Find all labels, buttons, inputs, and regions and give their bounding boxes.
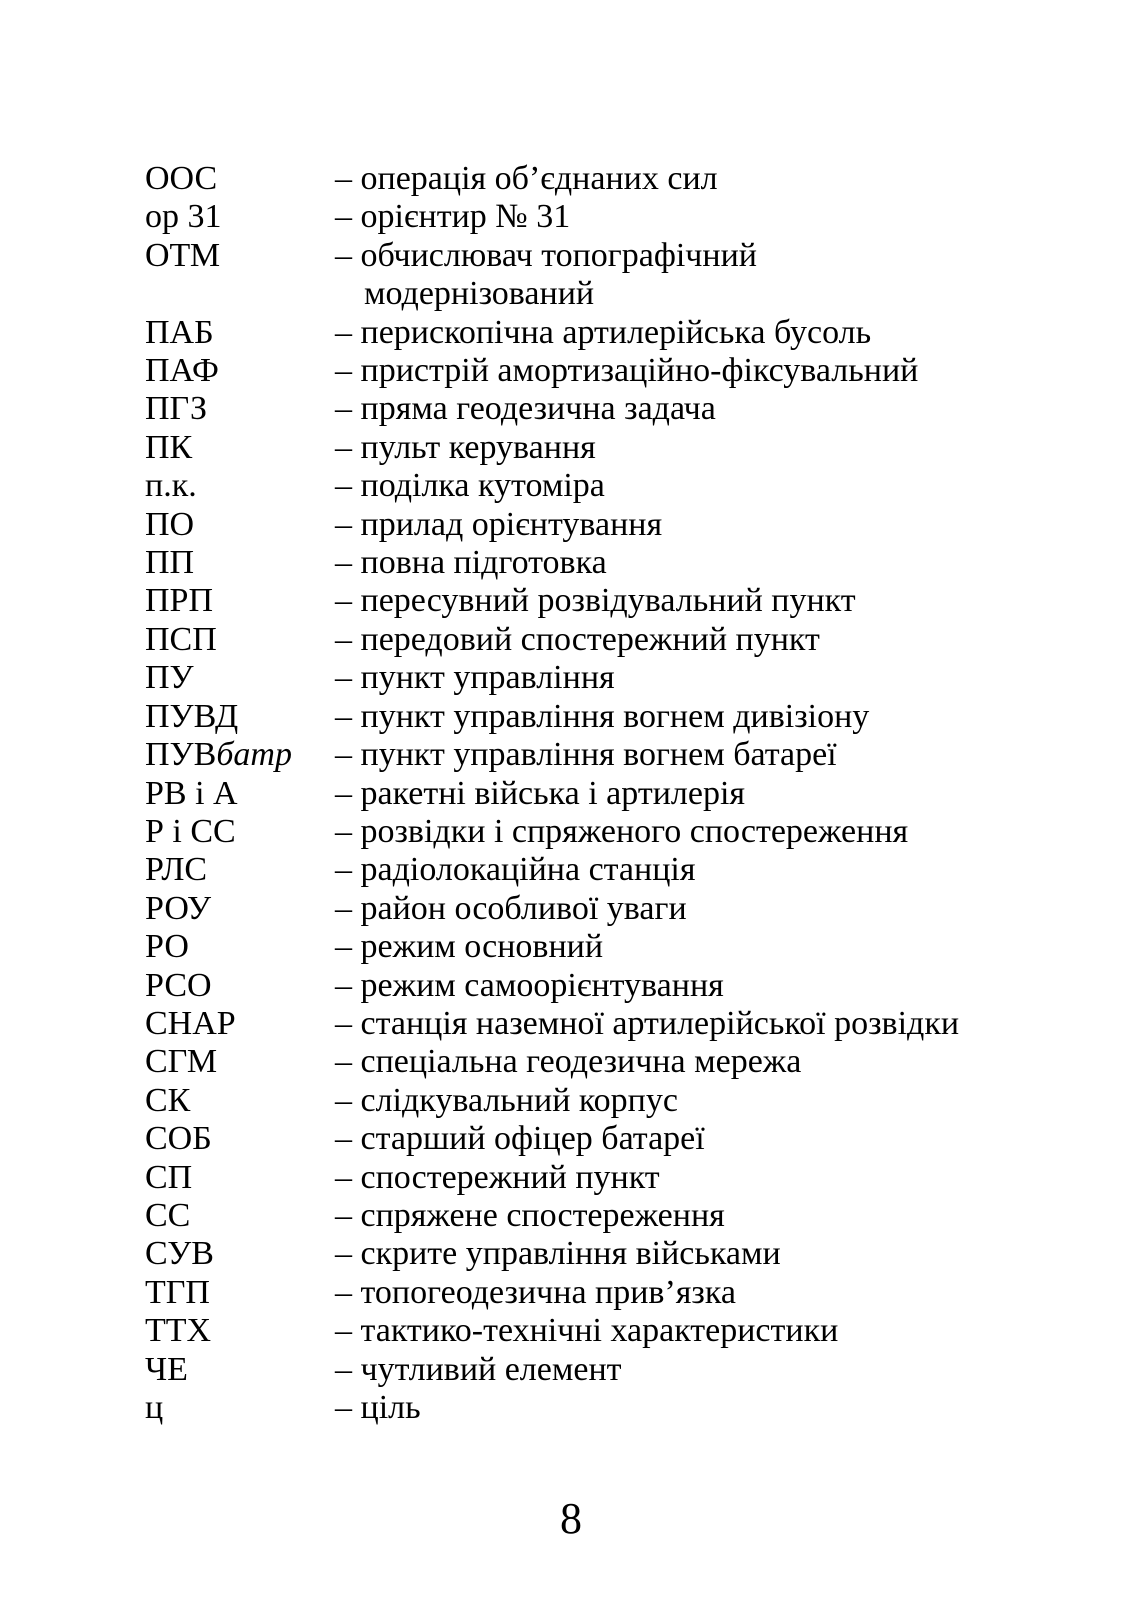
abbreviation-term-text: СУВ bbox=[145, 1235, 214, 1273]
list-item bbox=[145, 698, 1082, 736]
definition-line: – ціль bbox=[335, 1389, 421, 1426]
list-item bbox=[145, 1351, 1082, 1389]
list-item bbox=[145, 1159, 1082, 1197]
abbreviation-term-text: ПСП bbox=[145, 620, 217, 658]
abbreviation-term-text: СК bbox=[145, 1081, 191, 1119]
definition-line: – пристрій амортизаційно-фіксувальний bbox=[335, 352, 919, 390]
abbreviation-term-text: РВ і А bbox=[145, 774, 238, 812]
abbreviation-term-text: ОТМ bbox=[145, 236, 221, 274]
list-item bbox=[145, 851, 1082, 889]
definition-line: – станція наземної артилерійської розвідки bbox=[335, 1004, 960, 1042]
definition-line: – повна підготовка bbox=[335, 544, 607, 582]
definition-line-continuation: модернізований bbox=[364, 275, 595, 313]
definition-line: – прилад орієнтування bbox=[335, 505, 663, 543]
abbreviation-term bbox=[145, 1005, 335, 1043]
abbreviation-term bbox=[145, 736, 335, 774]
definition-line: – перископічна артилерійська бусоль bbox=[335, 313, 872, 351]
abbreviation-definition bbox=[335, 467, 1082, 505]
abbreviation-definition bbox=[335, 1043, 1082, 1081]
abbreviation-term bbox=[145, 390, 335, 428]
definition-line: – режим самоорієнтування bbox=[335, 966, 724, 1004]
abbreviation-definition bbox=[335, 160, 1082, 198]
definition-line: – топогеодезична прив’язка bbox=[335, 1273, 736, 1311]
definition-line: – поділка кутоміра bbox=[335, 467, 605, 505]
list-item bbox=[145, 390, 1082, 428]
definition-line: – чутливий елемент bbox=[335, 1350, 622, 1388]
abbreviation-term-text: ПУВ bbox=[145, 736, 217, 774]
abbreviation-term bbox=[145, 198, 335, 236]
definition-line: – режим основний bbox=[335, 928, 604, 966]
abbreviation-term-text: ПРП bbox=[145, 582, 214, 620]
abbreviation-term bbox=[145, 1120, 335, 1158]
abbreviation-term bbox=[145, 1159, 335, 1197]
list-item bbox=[145, 352, 1082, 390]
abbreviation-term-text: СГМ bbox=[145, 1043, 218, 1081]
abbreviation-definition bbox=[335, 967, 1082, 1005]
abbreviation-term-text: РСО bbox=[145, 966, 212, 1004]
list-item bbox=[145, 1197, 1082, 1235]
abbreviation-term-text: ПАБ bbox=[145, 313, 214, 351]
abbreviation-term bbox=[145, 1043, 335, 1081]
abbreviation-term-text: ПО bbox=[145, 505, 195, 543]
abbreviation-term bbox=[145, 582, 335, 620]
abbreviation-term bbox=[145, 467, 335, 505]
abbreviation-term bbox=[145, 813, 335, 851]
abbreviation-term bbox=[145, 352, 335, 390]
abbreviation-term-text: ор 31 bbox=[145, 198, 222, 236]
abbreviation-definition bbox=[335, 198, 1082, 236]
abbreviation-term-italic: батр bbox=[216, 736, 292, 774]
definition-line: – радіолокаційна станція bbox=[335, 851, 696, 889]
abbreviation-definition bbox=[335, 813, 1082, 851]
page-number: 8 bbox=[560, 1494, 582, 1543]
list-item bbox=[145, 736, 1082, 774]
abbreviation-definition bbox=[335, 1120, 1082, 1158]
list-item bbox=[145, 429, 1082, 467]
abbreviation-term bbox=[145, 1274, 335, 1312]
definition-line: – спостережний пункт bbox=[335, 1158, 660, 1196]
definition-line: – пункт управління вогнем дивізіону bbox=[335, 697, 870, 735]
list-item bbox=[145, 775, 1082, 813]
abbreviation-definition bbox=[335, 659, 1082, 697]
list-item bbox=[145, 544, 1082, 582]
definition-line: – пересувний розвідувальний пункт bbox=[335, 582, 856, 620]
definition-line: – пункт управління вогнем батареї bbox=[335, 736, 837, 774]
list-item bbox=[145, 160, 1082, 198]
abbreviation-term-text: ПГЗ bbox=[145, 390, 208, 428]
definition-line: – пункт управління bbox=[335, 659, 615, 697]
abbreviation-definition bbox=[335, 1274, 1082, 1312]
definition-line: – старший офіцер батареї bbox=[335, 1120, 705, 1158]
list-item bbox=[145, 1235, 1082, 1273]
abbreviation-term bbox=[145, 890, 335, 928]
abbreviation-definition bbox=[335, 775, 1082, 813]
abbreviation-definition bbox=[335, 890, 1082, 928]
definition-line: – орієнтир № 31 bbox=[335, 198, 571, 236]
list-item bbox=[145, 1120, 1082, 1158]
list-item bbox=[145, 621, 1082, 659]
abbreviation-definition bbox=[335, 1312, 1082, 1350]
abbreviation-definition bbox=[335, 928, 1082, 966]
abbreviation-term-text: СС bbox=[145, 1196, 191, 1234]
abbreviation-definition bbox=[335, 1351, 1082, 1389]
definition-line: – спеціальна геодезична мережа bbox=[335, 1043, 802, 1081]
abbreviation-term-text: Р і СС bbox=[145, 812, 236, 850]
definition-line: – обчислювач топографічний bbox=[335, 236, 757, 274]
list-item bbox=[145, 813, 1082, 851]
abbreviation-definition bbox=[335, 237, 1082, 314]
list-item bbox=[145, 506, 1082, 544]
abbreviation-definition bbox=[335, 1082, 1082, 1120]
abbreviation-term bbox=[145, 621, 335, 659]
abbreviation-term-text: ц bbox=[145, 1389, 164, 1426]
list-item bbox=[145, 1389, 1082, 1427]
definition-line: – пряма геодезична задача bbox=[335, 390, 716, 428]
abbreviation-term bbox=[145, 659, 335, 697]
abbreviation-definition bbox=[335, 698, 1082, 736]
abbreviation-term bbox=[145, 775, 335, 813]
definition-line: – скрите управління військами bbox=[335, 1235, 781, 1273]
abbreviation-term-text: СНАР bbox=[145, 1004, 236, 1042]
abbreviation-definition bbox=[335, 582, 1082, 620]
abbreviation-definition bbox=[335, 1389, 1082, 1427]
abbreviation-definition bbox=[335, 352, 1082, 390]
abbreviation-term-text: РЛС bbox=[145, 851, 208, 889]
list-item bbox=[145, 928, 1082, 966]
definition-line: – спряжене спостереження bbox=[335, 1196, 725, 1234]
abbreviation-term-text: ПП bbox=[145, 544, 195, 582]
abbreviation-term bbox=[145, 506, 335, 544]
abbreviation-definition bbox=[335, 544, 1082, 582]
abbreviation-term-text: ЧЕ bbox=[145, 1350, 188, 1388]
list-item bbox=[145, 659, 1082, 697]
abbreviation-list bbox=[145, 160, 1082, 1427]
list-item bbox=[145, 198, 1082, 236]
abbreviation-term-text: ПК bbox=[145, 428, 193, 466]
list-item bbox=[145, 1082, 1082, 1120]
abbreviation-term bbox=[145, 1389, 335, 1427]
abbreviation-term-text: ПАФ bbox=[145, 352, 219, 390]
abbreviation-term bbox=[145, 429, 335, 467]
abbreviation-term-text: ПУ bbox=[145, 659, 194, 697]
abbreviation-definition bbox=[335, 736, 1082, 774]
abbreviation-term bbox=[145, 314, 335, 352]
abbreviation-definition bbox=[335, 1235, 1082, 1273]
list-item bbox=[145, 890, 1082, 928]
definition-line: – розвідки і спряженого спостереження bbox=[335, 812, 909, 850]
abbreviation-term-text: ООС bbox=[145, 160, 218, 197]
abbreviation-term-text: СОБ bbox=[145, 1120, 212, 1158]
abbreviation-term-text: СП bbox=[145, 1158, 193, 1196]
list-item bbox=[145, 582, 1082, 620]
definition-line: – операція об’єднаних сил bbox=[335, 160, 718, 197]
definition-line: – ракетні війська і артилерія bbox=[335, 774, 746, 812]
abbreviation-term-text: п.к. bbox=[145, 467, 197, 505]
definition-line: – передовий спостережний пункт bbox=[335, 620, 820, 658]
list-item bbox=[145, 1005, 1082, 1043]
abbreviation-definition bbox=[335, 851, 1082, 889]
abbreviation-term-text: ТГП bbox=[145, 1273, 210, 1311]
abbreviation-definition bbox=[335, 314, 1082, 352]
abbreviation-term bbox=[145, 544, 335, 582]
list-item bbox=[145, 314, 1082, 352]
list-item bbox=[145, 1274, 1082, 1312]
abbreviation-definition bbox=[335, 1159, 1082, 1197]
abbreviation-term-text: РОУ bbox=[145, 889, 212, 927]
abbreviation-term bbox=[145, 1082, 335, 1120]
abbreviation-term-text: РО bbox=[145, 928, 189, 966]
abbreviation-term bbox=[145, 928, 335, 966]
abbreviation-term bbox=[145, 237, 335, 275]
definition-line: – тактико-технічні характеристики bbox=[335, 1312, 839, 1350]
definition-line: – слідкувальний корпус bbox=[335, 1081, 678, 1119]
abbreviation-definition bbox=[335, 1197, 1082, 1235]
abbreviation-term bbox=[145, 698, 335, 736]
list-item bbox=[145, 1043, 1082, 1081]
abbreviation-definition bbox=[335, 506, 1082, 544]
list-item bbox=[145, 1312, 1082, 1350]
list-item bbox=[145, 967, 1082, 1005]
list-item bbox=[145, 237, 1082, 314]
abbreviation-term bbox=[145, 1197, 335, 1235]
abbreviation-term bbox=[145, 1312, 335, 1350]
abbreviation-term bbox=[145, 160, 335, 198]
abbreviation-term bbox=[145, 967, 335, 1005]
abbreviation-definition bbox=[335, 429, 1082, 467]
abbreviation-term bbox=[145, 1351, 335, 1389]
abbreviation-term-text: ПУВД bbox=[145, 697, 239, 735]
list-item bbox=[145, 467, 1082, 505]
abbreviation-term-text: ТТХ bbox=[145, 1312, 212, 1350]
definition-line: – пульт керування bbox=[335, 428, 596, 466]
abbreviation-term bbox=[145, 1235, 335, 1273]
abbreviation-definition bbox=[335, 390, 1082, 428]
definition-line: – район особливої уваги bbox=[335, 889, 687, 927]
abbreviation-term bbox=[145, 851, 335, 889]
abbreviation-definition bbox=[335, 621, 1082, 659]
abbreviation-definition bbox=[335, 1005, 1082, 1043]
